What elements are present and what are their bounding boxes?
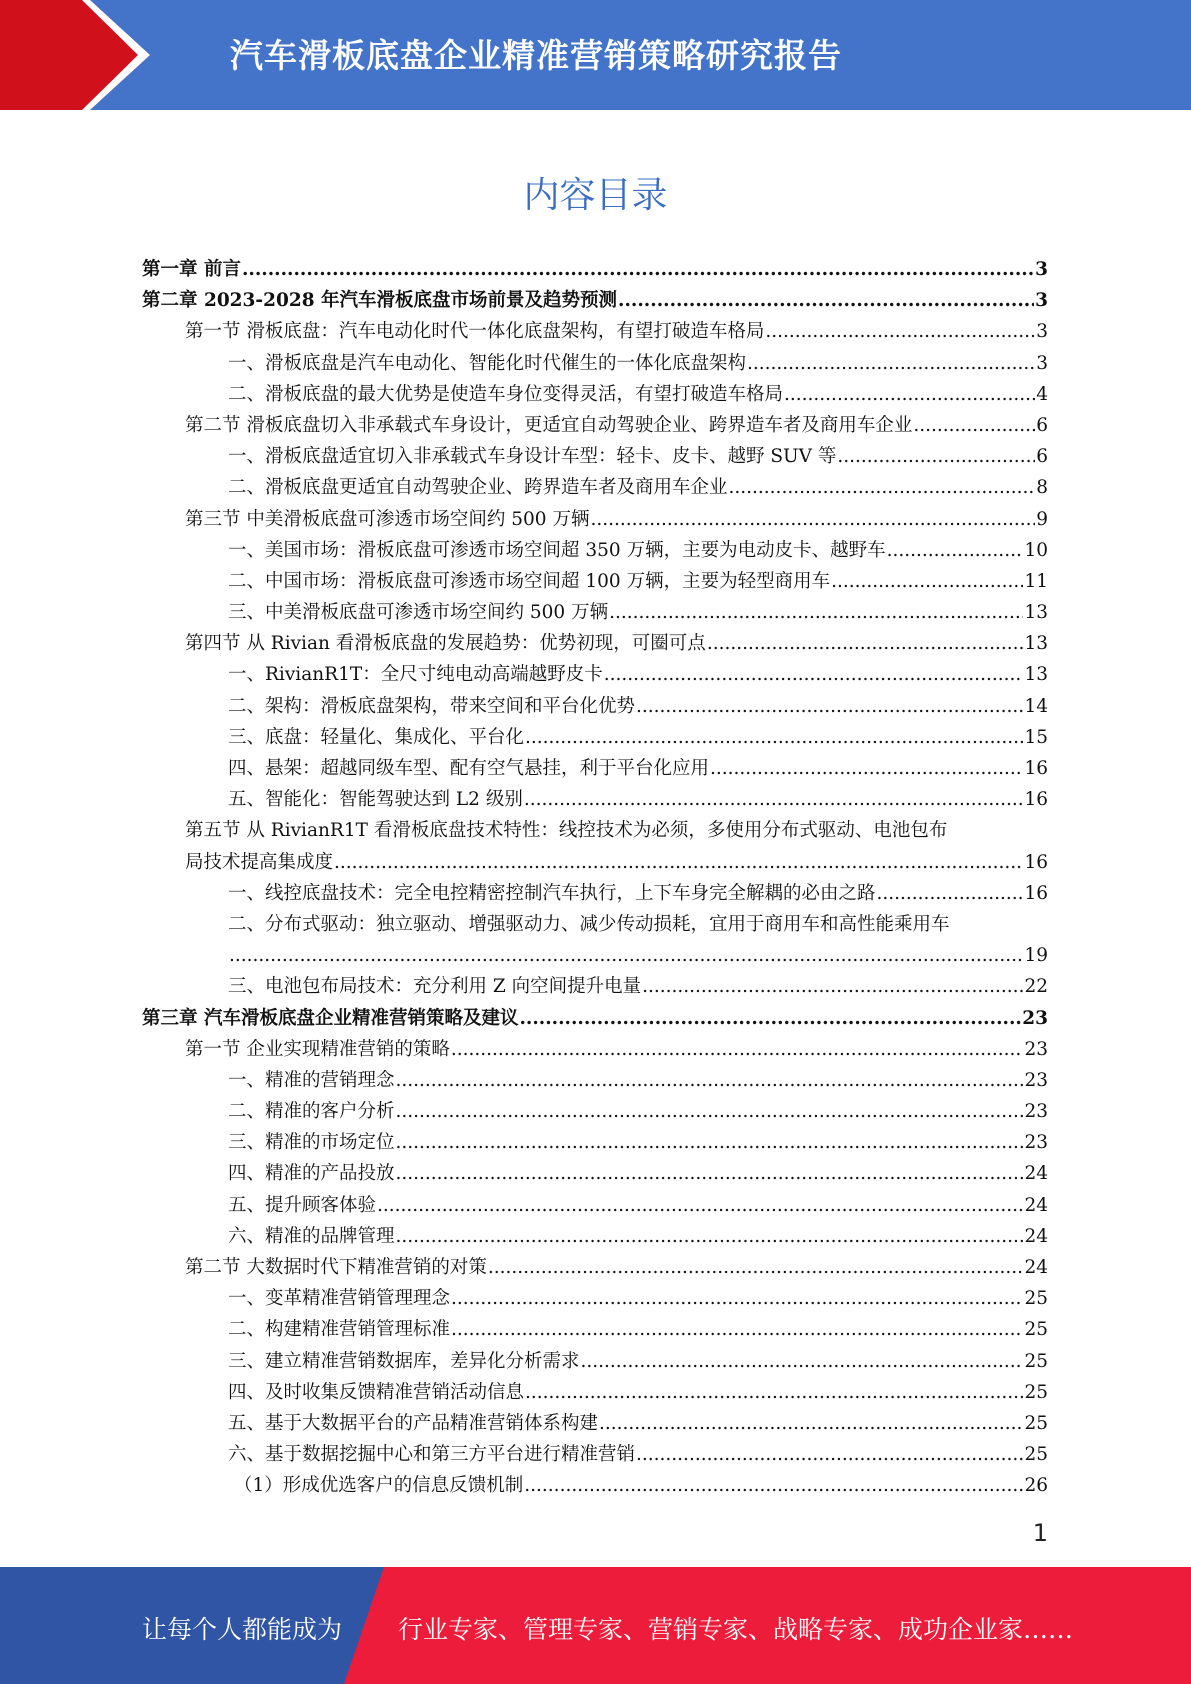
toc-entry-page: 23 (1024, 1132, 1048, 1154)
toc-entry[interactable] (142, 1408, 1048, 1439)
toc-leader-dots (229, 940, 1023, 971)
toc-entry[interactable] (142, 441, 1048, 472)
toc-entry-text: 五、智能化：智能驾驶达到 L2 级别 (228, 789, 523, 811)
toc-leader-dots (618, 285, 1034, 316)
toc-title: 内容目录 (523, 175, 668, 216)
toc-entry[interactable] (142, 1190, 1048, 1221)
toc-entry-page: 11 (1024, 570, 1048, 592)
toc-entry[interactable] (142, 1314, 1048, 1345)
toc-entry[interactable] (142, 815, 1048, 877)
toc-entry[interactable] (142, 659, 1048, 690)
toc-entry-page: 26 (1024, 1475, 1048, 1497)
toc-leader-dots (396, 1096, 1024, 1127)
toc-entry-page: 24 (1024, 1163, 1048, 1185)
toc-leader-dots (581, 1346, 1024, 1377)
toc-entry[interactable] (142, 1346, 1048, 1377)
toc-entry-text: 二、分布式驱动：独立驱动、增强驱动力、减少传动损耗，宜用于商用车和高性能乘用车 (228, 913, 950, 935)
toc-entry-text: 二、中国市场：滑板底盘可渗透市场空间超 100 万辆，主要为轻型商用车 (228, 570, 831, 592)
toc-leader-dots (609, 597, 1023, 628)
toc-leader-dots (604, 659, 1024, 690)
toc-entry[interactable] (142, 254, 1048, 285)
toc-entry-page: 25 (1024, 1412, 1048, 1434)
toc-entry-page: 3 (1035, 259, 1048, 280)
toc-entry-text: 二、架构：滑板底盘架构，带来空间和平台化优势 (228, 695, 636, 717)
toc-entry-page: 3 (1036, 321, 1048, 343)
toc-entry-text: 第四节 从 Rivian 看滑板底盘的发展趋势：优势初现，可圈可点 (185, 633, 706, 655)
toc-leader-dots (831, 566, 1023, 597)
toc-leader-dots (525, 722, 1023, 753)
toc-entry-text: 二、精准的客户分析 (228, 1101, 395, 1123)
toc-leader-dots (377, 1190, 1023, 1221)
toc-entry-text: 第二节 大数据时代下精准营销的对策 (185, 1257, 487, 1278)
toc-entry-text: 三、中美滑板底盘可渗透市场空间约 500 万辆 (228, 602, 609, 624)
toc-entry-text: 二、滑板底盘更适宜自动驾驶企业、跨界造车者及商用车企业 (228, 477, 728, 499)
toc-entry-page: 8 (1036, 477, 1048, 499)
toc-leader-dots (887, 535, 1024, 566)
toc-entry-page: 23 (1024, 1101, 1048, 1123)
toc-entry-text: 第一节 滑板底盘：汽车电动化时代一体化底盘架构，有望打破造车格局 (185, 321, 765, 343)
toc-entry[interactable] (142, 535, 1048, 566)
toc-entry[interactable] (142, 909, 1048, 971)
toc-entry-text: 六、精准的品牌管理 (228, 1225, 395, 1247)
toc-entry-text: 一、精准的营销理念 (228, 1069, 395, 1091)
toc-entry-page: 6 (1036, 414, 1048, 436)
toc-entry[interactable] (142, 597, 1048, 628)
toc-entry[interactable] (142, 379, 1048, 410)
toc-entry-page: 24 (1024, 1194, 1048, 1216)
toc-leader-dots (636, 1439, 1023, 1470)
toc-entry-text: 第三章 汽车滑板底盘企业精准营销策略及建议 (142, 1007, 519, 1029)
toc-entry-page: 25 (1024, 1444, 1048, 1466)
toc-entry-text: 一、RivianR1T：全尺寸纯电动高端越野皮卡 (228, 664, 603, 686)
toc-entry[interactable] (142, 784, 1048, 815)
toc-entry-text: 五、基于大数据平台的产品精准营销体系构建 (228, 1412, 599, 1434)
toc-entry[interactable] (142, 722, 1048, 753)
page-header (0, 0, 1191, 110)
toc-entry[interactable] (142, 1034, 1048, 1065)
toc-entry[interactable] (142, 316, 1048, 347)
toc-leader-dots (396, 1221, 1024, 1252)
toc-leader-dots (913, 410, 1035, 441)
toc-entry-text: 五、提升顾客体验 (228, 1194, 377, 1216)
toc-leader-dots (451, 1034, 1024, 1065)
toc-entry-text: 一、滑板底盘是汽车电动化、智能化时代催生的一体化底盘架构 (228, 352, 747, 374)
toc-entry-page: 16 (1024, 789, 1048, 811)
toc-entry-page: 9 (1036, 508, 1048, 530)
footer-slogan-left: 让每个人都能成为 (142, 1615, 343, 1644)
toc-leader-dots (451, 1283, 1023, 1314)
toc-entry[interactable] (142, 1127, 1048, 1158)
toc-entry[interactable] (142, 628, 1048, 659)
toc-entry-text: 四、悬架：超越同级车型、配有空气悬挂，利于平台化应用 (228, 758, 710, 779)
toc-entry-page: 25 (1024, 1288, 1048, 1310)
toc-entry-text: 三、电池包布局技术：充分利用 Z 向空间提升电量 (228, 976, 642, 998)
toc-entry-page: 25 (1024, 1381, 1048, 1403)
toc-entry-text: 第一节 企业实现精准营销的策略 (185, 1038, 450, 1060)
toc-entry[interactable] (142, 1065, 1048, 1096)
toc-entry[interactable] (142, 566, 1048, 597)
toc-entry-page: 13 (1024, 633, 1048, 655)
toc-leader-dots (334, 847, 1023, 878)
toc-entry-text: 四、精准的产品投放 (228, 1163, 395, 1185)
toc-leader-dots (488, 1252, 1024, 1283)
toc-entry-text: 第二章 2023-2028 年汽车滑板底盘市场前景及趋势预测 (142, 290, 618, 312)
toc-entry-page: 10 (1024, 539, 1048, 561)
toc-entry-page: 25 (1024, 1350, 1048, 1372)
toc-entry-page: 3 (1035, 290, 1048, 312)
toc-entry[interactable] (142, 1221, 1048, 1252)
toc-entry-text: 第五节 从 RivianR1T 看滑板底盘技术特性：线控技术为必须，多使用分布式驱动、电池包布 (185, 820, 948, 842)
toc-entry[interactable] (142, 753, 1048, 784)
toc-entry-text: 一、滑板底盘适宜切入非承载式车身设计车型：轻卡、皮卡、越野 SUV 等 (228, 446, 837, 468)
toc-entry-text: 一、美国市场：滑板底盘可渗透市场空间超 350 万辆，主要为电动皮卡、越野车 (228, 539, 886, 561)
toc-entry-text: 二、滑板底盘的最大优势是使造车身位变得灵活，有望打破造车格局 (228, 383, 784, 405)
toc-entry-text: 三、建立精准营销数据库，差异化分析需求 (228, 1350, 580, 1372)
toc-leader-dots (765, 316, 1035, 347)
toc-entry-text: 二、构建精准营销管理标准 (228, 1319, 451, 1341)
toc-leader-dots (877, 878, 1024, 909)
toc-entry-page: 15 (1024, 726, 1048, 748)
toc-entry[interactable] (142, 971, 1048, 1002)
toc-entry[interactable] (142, 348, 1048, 379)
toc-leader-dots (729, 472, 1036, 503)
toc-leader-dots (524, 784, 1024, 815)
toc-entry-page: 19 (1024, 945, 1048, 967)
toc-entry-text: 四、及时收集反馈精准营销活动信息 (228, 1381, 525, 1403)
toc-entry-page: 16 (1024, 882, 1048, 904)
toc-entry-page: 24 (1024, 1257, 1048, 1278)
toc-leader-dots (396, 1065, 1024, 1096)
toc-entry-text: 第三节 中美滑板底盘可渗透市场空间约 500 万辆 (185, 508, 590, 530)
toc-entry-page: 3 (1036, 352, 1048, 374)
page-footer (0, 1567, 1191, 1684)
toc-leader-dots (710, 753, 1023, 784)
toc-entry-page: 16 (1024, 851, 1048, 873)
toc-leader-dots (396, 1127, 1024, 1158)
footer-slogan-right: 行业专家、管理专家、营销专家、战略专家、成功企业家…… (398, 1615, 1074, 1644)
toc-entry-page: 4 (1036, 383, 1048, 405)
toc-leader-dots (451, 1314, 1023, 1345)
header-title: 汽车滑板底盘企业精准营销策略研究报告 (230, 36, 842, 75)
toc-entry[interactable] (142, 1470, 1048, 1501)
toc-leader-dots (519, 1003, 1021, 1034)
toc-entry-text: 三、底盘：轻量化、集成化、平台化 (228, 726, 525, 748)
toc-entry[interactable] (142, 1439, 1048, 1470)
toc-entry-page: 22 (1024, 976, 1048, 998)
toc-entry[interactable] (142, 504, 1048, 535)
toc-entry-text: （1）形成优选客户的信息反馈机制 (234, 1475, 524, 1497)
toc-leader-dots (837, 441, 1035, 472)
toc-entry-text: 一、线控底盘技术：完全电控精密控制汽车执行，上下车身完全解耦的必由之路 (228, 882, 876, 904)
toc-entry[interactable] (142, 1003, 1048, 1034)
toc-leader-dots (747, 348, 1035, 379)
toc-entry[interactable] (142, 1377, 1048, 1408)
toc-leader-dots (590, 504, 1035, 535)
toc-entry[interactable] (142, 285, 1048, 316)
toc-entry[interactable] (142, 410, 1048, 441)
toc-leader-dots (784, 379, 1035, 410)
toc-entry[interactable] (142, 1283, 1048, 1314)
table-of-contents (142, 254, 1048, 1502)
toc-leader-dots (242, 254, 1034, 285)
toc-entry-page: 23 (1022, 1007, 1048, 1029)
toc-leader-dots (636, 691, 1023, 722)
toc-leader-dots (642, 971, 1023, 1002)
toc-entry-text: 第一章 前言 (142, 259, 241, 280)
toc-leader-dots (599, 1408, 1023, 1439)
toc-leader-dots (396, 1158, 1024, 1189)
toc-entry-page: 25 (1024, 1319, 1048, 1341)
toc-entry-page: 23 (1024, 1069, 1048, 1091)
toc-entry[interactable] (142, 878, 1048, 909)
toc-entry-text: 三、精准的市场定位 (228, 1132, 395, 1154)
toc-leader-dots (707, 628, 1024, 659)
toc-entry-page: 24 (1024, 1225, 1048, 1247)
toc-entry[interactable] (142, 1252, 1048, 1283)
toc-entry-page: 13 (1024, 602, 1048, 624)
toc-entry-page: 16 (1024, 758, 1048, 779)
toc-entry[interactable] (142, 691, 1048, 722)
toc-entry[interactable] (142, 1158, 1048, 1189)
toc-entry[interactable] (142, 472, 1048, 503)
toc-entry-text: 第二节 滑板底盘切入非承载式车身设计，更适宜自动驾驶企业、跨界造车者及商用车企业 (185, 414, 913, 436)
toc-entry-page: 13 (1024, 664, 1048, 686)
toc-entry-page: 23 (1024, 1038, 1048, 1060)
toc-entry[interactable] (142, 1096, 1048, 1127)
toc-entry-text-continued: 局技术提高集成度 (185, 851, 334, 873)
toc-entry-text: 六、基于数据挖掘中心和第三方平台进行精准营销 (228, 1444, 636, 1466)
toc-entry-page: 14 (1024, 695, 1048, 717)
toc-leader-dots (524, 1470, 1023, 1501)
toc-entry-page: 6 (1036, 446, 1048, 468)
toc-entry-text: 一、变革精准营销管理理念 (228, 1288, 451, 1310)
toc-leader-dots (525, 1377, 1023, 1408)
page-number: 1 (1032, 1519, 1048, 1547)
